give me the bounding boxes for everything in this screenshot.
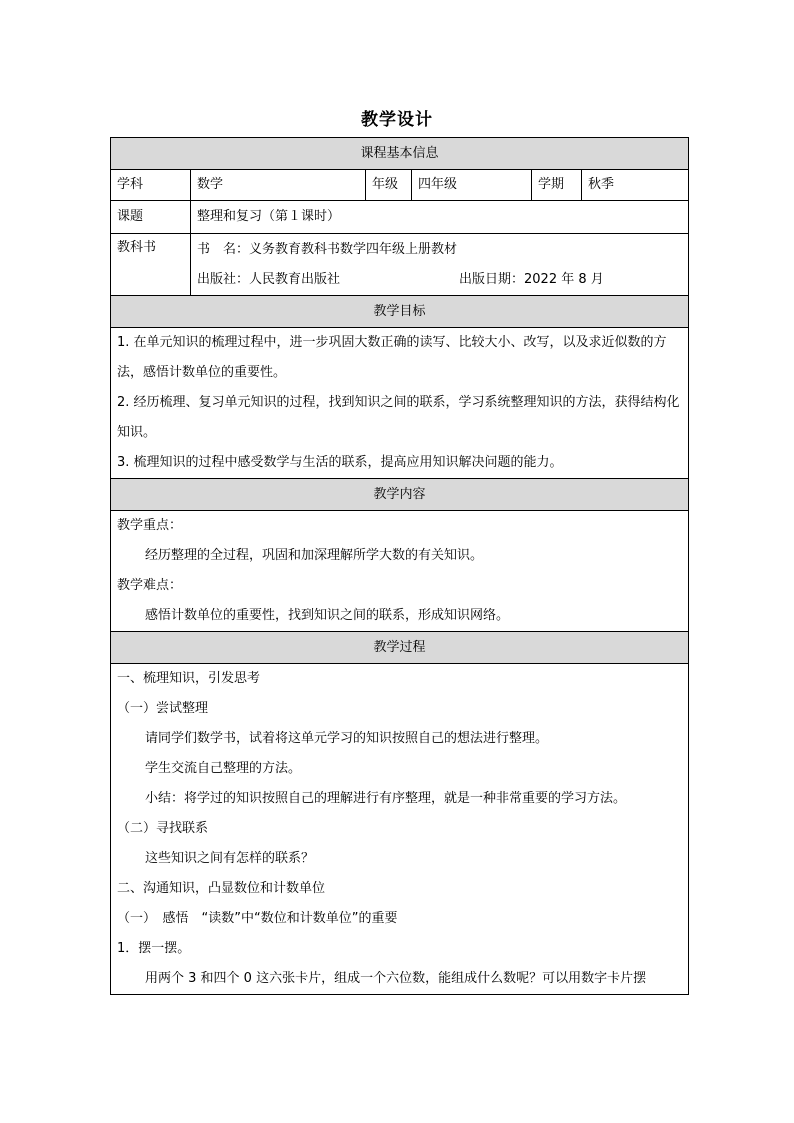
process-line: 一、梳理知识，引发思考 [117,671,261,686]
document-title: 教学设计 [361,110,433,130]
process-header-row [111,632,689,664]
difficult-points-text: 感悟计数单位的重要性，找到知识之间的联系，形成知识网络。 [145,608,510,623]
content-row [111,511,689,632]
process-line: （二）寻找联系 [117,821,209,836]
process-line: 请同学们数学书，试着将这单元学习的知识按照自己的想法进行整理。 [145,731,549,746]
process-line: 学生交流自己整理的方法。 [145,761,302,776]
objective-item: 2. 经历梳理、复习单元知识的过程，找到知识之间的联系，学习系统整理知识的方法，获得结构化知识。 [117,395,680,440]
objective-item: 3. 梳理知识的过程中感受数学与生活的联系，提高应用知识解决问题的能力。 [117,455,563,470]
lesson-plan-table [110,137,689,995]
term-label: 学期 [532,170,582,201]
process-line: 二、沟通知识，凸显数位和计数单位 [117,881,326,896]
key-points-label: 教学重点： [117,518,183,533]
process-line: 用两个 3 和四个 0 这六张卡片，组成一个六位数，能组成什么数呢？可以用数字卡片摆 [145,971,647,986]
content-header: 教学内容 [111,479,689,511]
objectives-header-row [111,296,689,328]
content-body [111,511,689,632]
term-value: 秋季 [582,170,689,201]
textbook-label: 教科书 [111,234,191,296]
process-body [111,664,689,995]
textbook-info [191,234,689,296]
book-name: 书 名：义务教育教科书数学四年级上册教材 [197,241,458,257]
grade-value: 四年级 [412,170,532,201]
publisher-line [197,265,682,295]
subject-value: 数学 [191,170,366,201]
subject-row [111,170,689,201]
topic-value: 整理和复习（第１课时） [191,201,689,234]
textbook-row [111,234,689,296]
publish-date: 出版日期：2022 年 8 月 [459,271,604,287]
objectives-list [111,328,689,479]
process-line: 1．摆一摆。 [117,941,191,956]
key-points-text: 经历整理的全过程，巩固和加深理解所学大数的有关知识。 [145,548,484,563]
process-line: （一）尝试整理 [117,701,209,716]
subject-label: 学科 [111,170,191,201]
process-header: 教学过程 [111,632,689,664]
basic-info-header: 课程基本信息 [111,138,689,170]
objectives-header: 教学目标 [111,296,689,328]
topic-label: 课题 [111,201,191,234]
basic-info-header-row [111,138,689,170]
grade-label: 年级 [366,170,412,201]
topic-row [111,201,689,234]
content-header-row [111,479,689,511]
objective-item: 1. 在单元知识的梳理过程中，进一步巩固大数正确的读写、比较大小、改写，以及求近似数的方法，感悟计数单位的重要性。 [117,335,667,380]
process-line: 小结：将学过的知识按照自己的理解进行有序整理，就是一种非常重要的学习方法。 [145,791,627,806]
process-line: 这些知识之间有怎样的联系？ [145,851,315,866]
process-line: （一） 感悟 “读数”中“数位和计数单位”的重要 [117,911,398,926]
difficult-points-label: 教学难点： [117,578,183,593]
objectives-row [111,328,689,479]
publisher: 出版社：人民教育出版社 [197,271,341,287]
process-row [111,664,689,995]
